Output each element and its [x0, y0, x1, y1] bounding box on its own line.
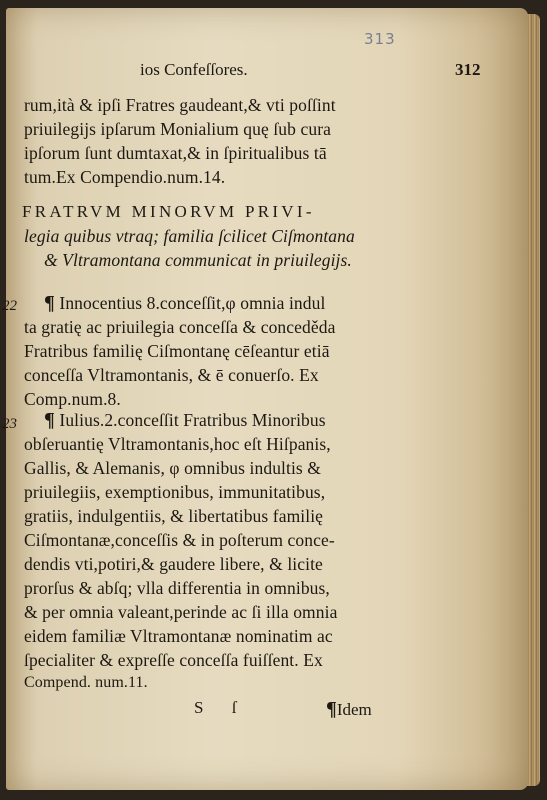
paragraph-first-line	[44, 292, 325, 315]
page-number: 312	[455, 60, 481, 79]
text-line: gratiis, indulgentiis, & libertatibus familię	[24, 506, 324, 526]
text-line: ipſorum ſunt dumtaxat,& in ſpiritualibus tā	[24, 143, 327, 163]
text-line: Innocentius 8.conceſſit,φ omnia indul	[59, 293, 326, 313]
running-head: ios Confeſſores.	[140, 60, 248, 79]
section-subheading-line: & Vltramontana communicat in priuilegijs.	[44, 250, 352, 270]
pilcrow-mark: ¶	[326, 698, 337, 720]
catchword-line	[326, 698, 372, 721]
text-line: Iulius.2.conceſſit Fratribus Minoribus	[59, 410, 326, 430]
text-line: priuilegiis, exemptionibus, immunitatibus,	[24, 482, 326, 502]
text-line: dendis vti,potiri,& gaudere libere, & licite	[24, 554, 323, 574]
text-line: obſeruantię Vltramontanis,hoc eſt Hiſpanis,	[24, 434, 331, 454]
text-line: priuilegijs ipſarum Monialium quę ſub cura	[24, 119, 331, 139]
paragraph-first-line	[44, 409, 326, 432]
text-line: conceſſa Vltramontanis, & ē conuerſo. Ex	[24, 365, 319, 385]
text-line: prorſus & abſq; vlla differentia in omnibus,	[24, 578, 330, 598]
text-line: & per omnia valeant,perinde ac ſi illa omnia	[24, 602, 338, 622]
pilcrow-mark: ¶	[44, 409, 55, 431]
catchword: Idem	[336, 700, 372, 719]
paragraph-number: 22	[2, 298, 17, 314]
text-line: ſpecialiter & expreſſe conceſſa fuiſſent. Ex	[24, 650, 323, 670]
text-line: rum,ità & ipſi Fratres gaudeant,& vti poſſint	[24, 95, 336, 115]
text-line: Fratribus familię Ciſmontanę cēſeantur etiā	[24, 341, 330, 361]
text-line: Ciſmontanæ,conceſſis & in poſterum conce-	[24, 530, 335, 550]
text-line: tum.Ex Compendio.num.14.	[24, 167, 226, 187]
section-subheading-line: legia quibus vtraq; familia ſcilicet Ciſmontana	[24, 226, 355, 246]
pilcrow-mark: ¶	[44, 292, 55, 314]
text-line: Compend. num.11.	[24, 674, 148, 691]
text-line: eidem familiæ Vltramontanæ nominatim ac	[24, 626, 333, 646]
section-heading: FRATRVM MINORVM PRIVI-	[22, 202, 315, 221]
text-line: Comp.num.8.	[24, 389, 121, 409]
manuscript-folio-number: 313	[364, 30, 396, 48]
signature-mark: S ſ	[194, 698, 249, 717]
paragraph-number: 23	[2, 416, 17, 432]
text-line: Gallis, & Alemanis, φ omnibus indultis &	[24, 458, 322, 478]
text-line: ta gratię ac priuilegia conceſſa & conceděda	[24, 317, 336, 337]
